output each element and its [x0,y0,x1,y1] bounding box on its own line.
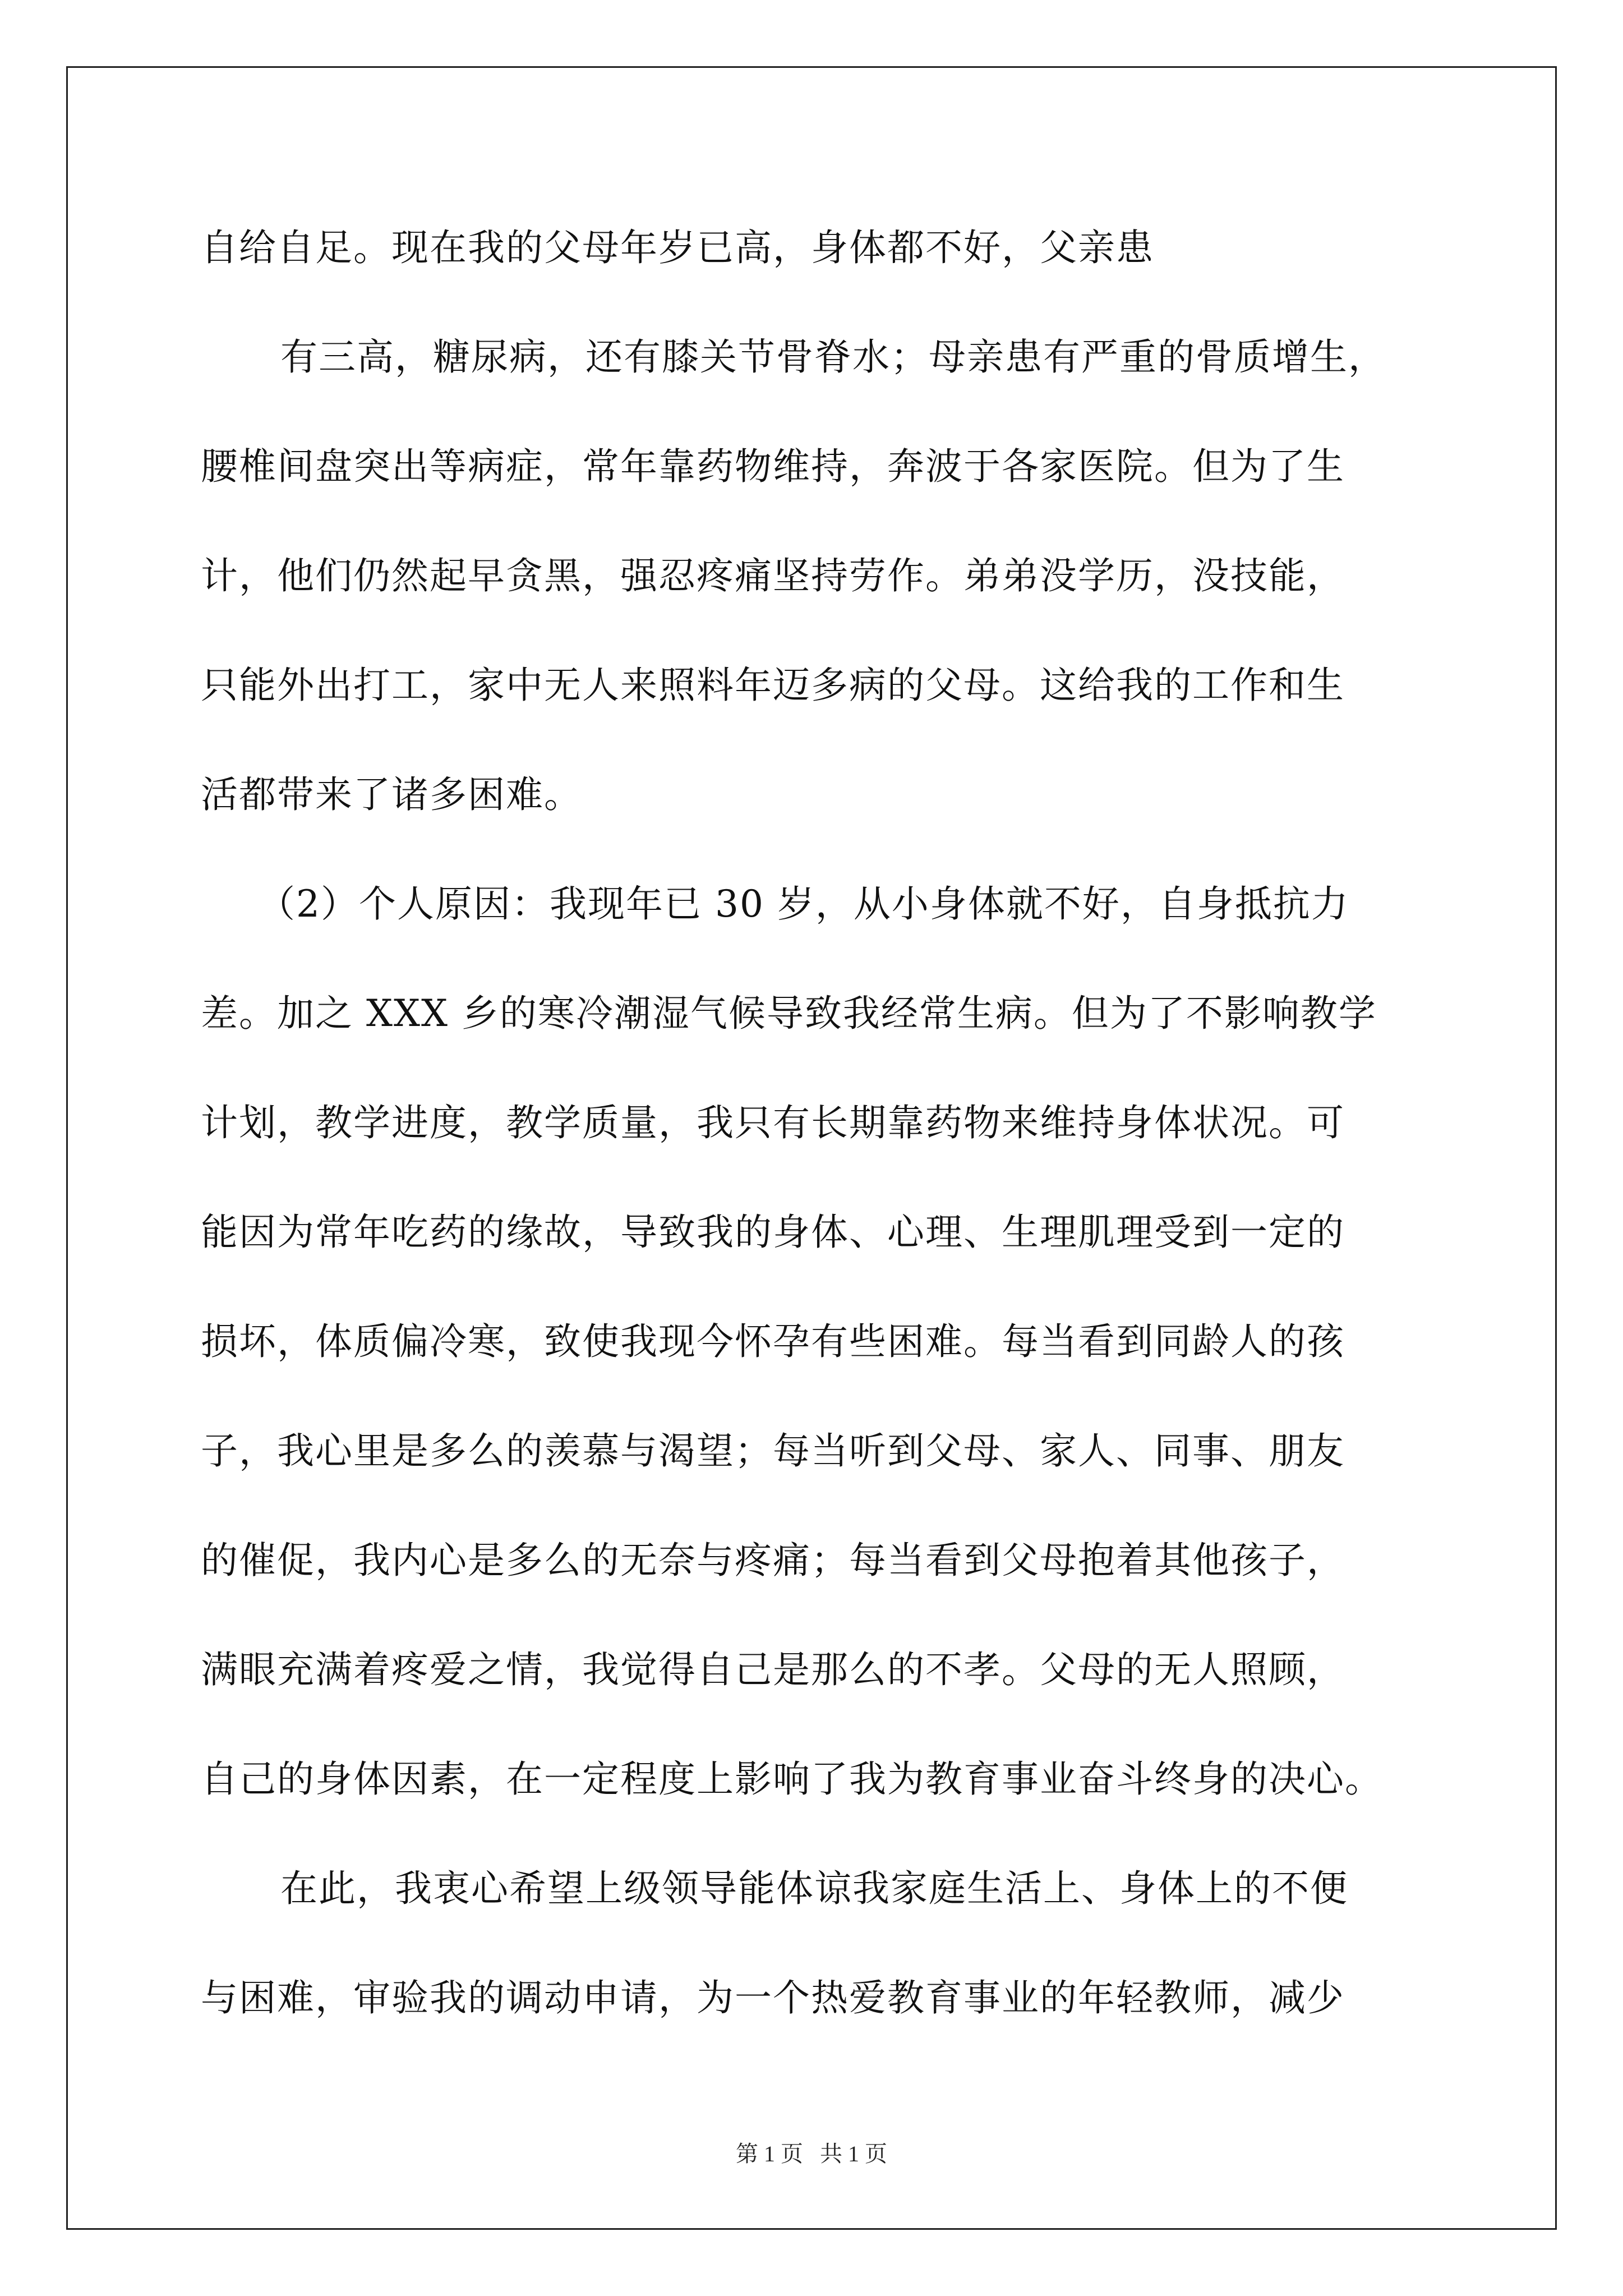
text-line-8: 差。加之 XXX 乡的寒冷潮湿气候导致我经常生病。但为了不影响教学 [201,992,1377,1035]
text-line-14: 满眼充满着疼爱之情，我觉得自己是那么的不孝。父母的无人照顾， [201,1648,1345,1691]
text-line-1: 自给自足。现在我的父母年岁已高，身体都不好，父亲患 [201,226,1154,269]
text-line-10: 能因为常年吃药的缘故，导致我的身体、心理、生理肌理受到一定的 [201,1211,1345,1254]
text-line-17: 与困难，审验我的调动申请，为一个热爱教育事业的年轻教师，减少 [201,1976,1345,2019]
text-line-13: 的催促，我内心是多么的无奈与疼痛；每当看到父母抱着其他孩子， [201,1539,1345,1582]
text-line-3: 腰椎间盘突出等病症，常年靠药物维持，奔波于各家医院。但为了生 [201,445,1345,488]
text-line-11: 损坏，体质偏冷寒，致使我现今怀孕有些困难。每当看到同龄人的孩 [201,1320,1345,1363]
text-line-6: 活都带来了诸多困难。 [201,773,582,816]
text-line-9: 计划，教学进度，教学质量，我只有长期靠药物来维持身体状况。可 [201,1101,1345,1144]
text-line-5: 只能外出打工，家中无人来照料年迈多病的父母。这给我的工作和生 [201,664,1345,707]
text-line-16: 在此，我衷心希望上级领导能体谅我家庭生活上、身体上的不便 [280,1867,1348,1910]
page-number-footer: 第 1 页 共 1 页 [736,2141,887,2166]
text-line-2: 有三高，糖尿病，还有膝关节骨脊水；母亲患有严重的骨质增生， [280,335,1386,379]
text-line-15: 自己的身体因素，在一定程度上影响了我为教育事业奋斗终身的决心。 [201,1757,1383,1801]
text-line-7: （2）个人原因：我现年已 30 岁，从小身体就不好，自身抵抗力 [258,882,1349,926]
text-line-4: 计，他们仍然起早贪黑，强忍疼痛坚持劳作。弟弟没学历，没技能， [201,554,1345,597]
text-line-12: 子，我心里是多么的羡慕与渴望；每当听到父母、家人、同事、朋友 [201,1429,1345,1473]
